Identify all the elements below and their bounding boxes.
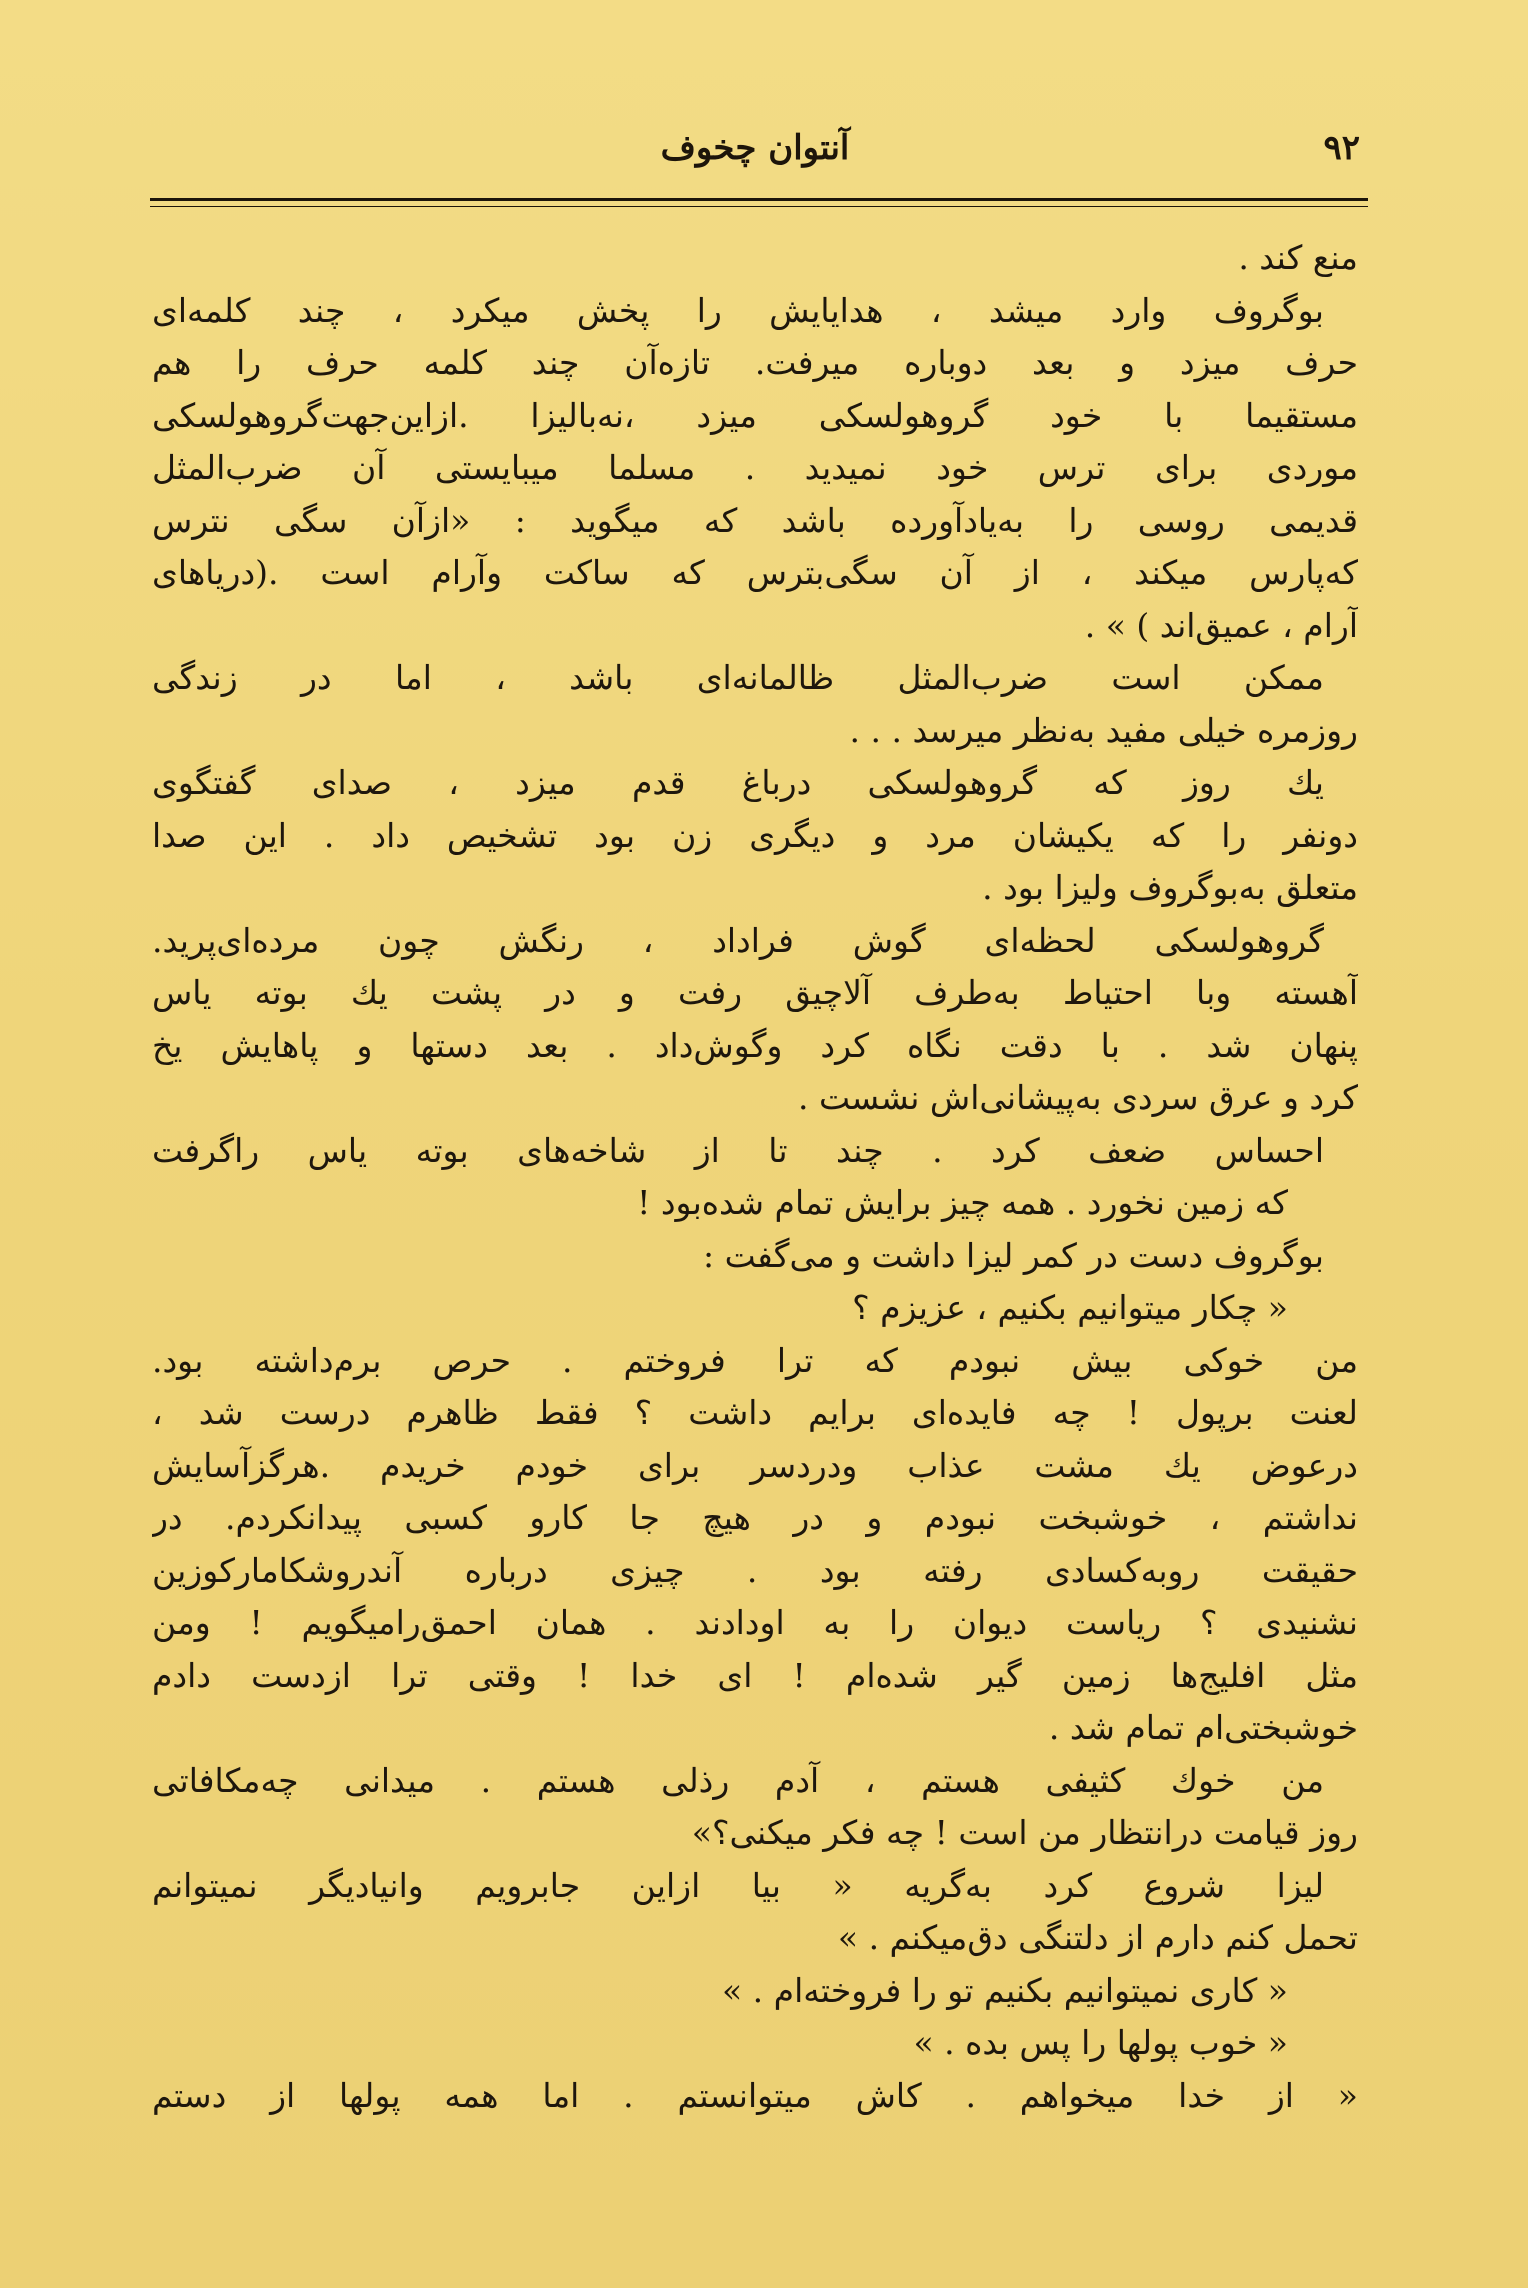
text-line: من خوك کثیفی هستم ، آدم رذلی هستم . میدانی چه‌مکافاتی: [152, 1760, 1324, 1800]
text-line: « از خدا میخواهم . کاش میتوانستم . اما همه پولها از دستم: [152, 2075, 1358, 2115]
text-line: حرف میزد و بعد دوباره میرفت. تازه‌آن چند کلمه حرف را هم: [152, 343, 1358, 382]
text-line: قدیمی روسی را به‌یادآورده باشد که میگوید : «ازآن سگی نترس: [152, 500, 1358, 540]
text-line: دونفر را که یکیشان مرد و دیگری زن بود تشخیص داد . این صدا: [152, 815, 1358, 855]
page-number: ۹۲: [1323, 128, 1360, 168]
text-line: کرد و عرق سردی به‌پیشانی‌اش نشست .: [798, 1078, 1358, 1117]
text-line: ممکن است ضرب‌المثل ظالمانه‌ای باشد ، اما در زندگی: [152, 658, 1324, 697]
text-line: « چکار میتوانیم بکنیم ، عزیزم ؟: [852, 1288, 1288, 1327]
text-line: درعوض یك مشت عذاب ودردسر برای خودم خریدم .هرگزآسایش: [152, 1445, 1358, 1485]
text-line: احساس ضعف کرد . چند تا از شاخه‌های بوته یاس راگرفت: [152, 1130, 1324, 1170]
text-line: حقیقت روبه‌کسادی رفته بود . چیزی درباره آندروشکامارکوزین: [152, 1550, 1358, 1590]
text-line: آهسته وبا احتیاط به‌طرف آلاچیق رفت و در پشت یك بوته یاس: [152, 973, 1358, 1012]
text-line: لیزا شروع کرد به‌گریه « بیا ازاین جابرویم وانیادیگر نمیتوانم: [152, 1865, 1324, 1905]
text-line: که زمین نخورد . همه چیز برایش تمام شده‌بود !: [637, 1183, 1288, 1222]
text-line: بوگروف وارد میشد ، هدایایش را پخش میکرد ، چند کلمه‌ای: [152, 290, 1324, 330]
text-line: آرام ، عمیق‌اند ) » .: [1084, 605, 1358, 645]
text-line: روزمره خیلی مفید به‌نظر میرسد . . .: [849, 710, 1358, 750]
text-line: « خوب پولها را پس بده . »: [913, 2023, 1288, 2062]
text-line: خوشبختی‌ام تمام شد .: [1048, 1708, 1358, 1747]
header-rule-thin: [150, 206, 1368, 207]
text-line: نشنیدی ؟ ریاست دیوان را به اودادند . همان احمق‌رامیگویم ! ومن: [152, 1603, 1358, 1642]
text-line: موردی برای ترس خود نمیدید . مسلما میبایستی آن ضرب‌المثل: [152, 448, 1358, 487]
text-line: پنهان شد . با دقت نگاه کرد وگوش‌داد . بعد دستها و پاهایش یخ: [152, 1025, 1358, 1065]
text-line: تحمل کنم دارم از دلتنگی دق‌میکنم . »: [837, 1918, 1358, 1957]
text-line: مستقیما با خود گروهولسکی میزد ،نه‌بالیزا .ازاین‌جهت‌گروهولسکی: [152, 395, 1358, 435]
text-line: یك روز که گروهولسکی درباغ قدم میزد ، صدای گفتگوی: [152, 763, 1324, 802]
text-line: بوگروف دست در کمر لیزا داشت و می‌گفت :: [703, 1235, 1324, 1275]
text-line: من خوکی بیش نبودم که ترا فروختم . حرص برم‌داشته بود.: [152, 1340, 1358, 1380]
text-line: منع کند .: [1238, 238, 1358, 277]
text-line: که‌پارس میکند ، از آن سگی‌بترس که ساکت وآرام است .(دریاهای: [152, 553, 1358, 592]
text-line: نداشتم ، خوشبخت نبودم و در هیچ جا کارو کسبی پیدانکردم. در: [152, 1498, 1358, 1537]
running-title: آنتوان چخوف: [660, 128, 850, 168]
text-line: لعنت برپول ! چه فایده‌ای برایم داشت ؟ فقط ظاهرم درست شد ،: [152, 1393, 1358, 1432]
text-line: « کاری نمیتوانیم بکنیم تو را فروخته‌ام . »: [721, 1970, 1288, 2010]
text-line: مثل افلیج‌ها زمین گیر شده‌ام ! ای خدا ! وقتی ترا ازدست دادم: [152, 1655, 1358, 1695]
text-line: گروهولسکی لحظه‌ای گوش فراداد ، رنگش چون مرده‌ای‌پرید.: [152, 920, 1324, 960]
body-text: [152, 232, 1358, 2122]
text-line: متعلق به‌بوگروف ولیزا بود .: [982, 868, 1358, 907]
text-line: روز قیامت درانتظار من است ! چه فکر میکنی؟»: [691, 1813, 1358, 1852]
header-rule: [150, 198, 1368, 201]
page-header: [150, 128, 1360, 192]
